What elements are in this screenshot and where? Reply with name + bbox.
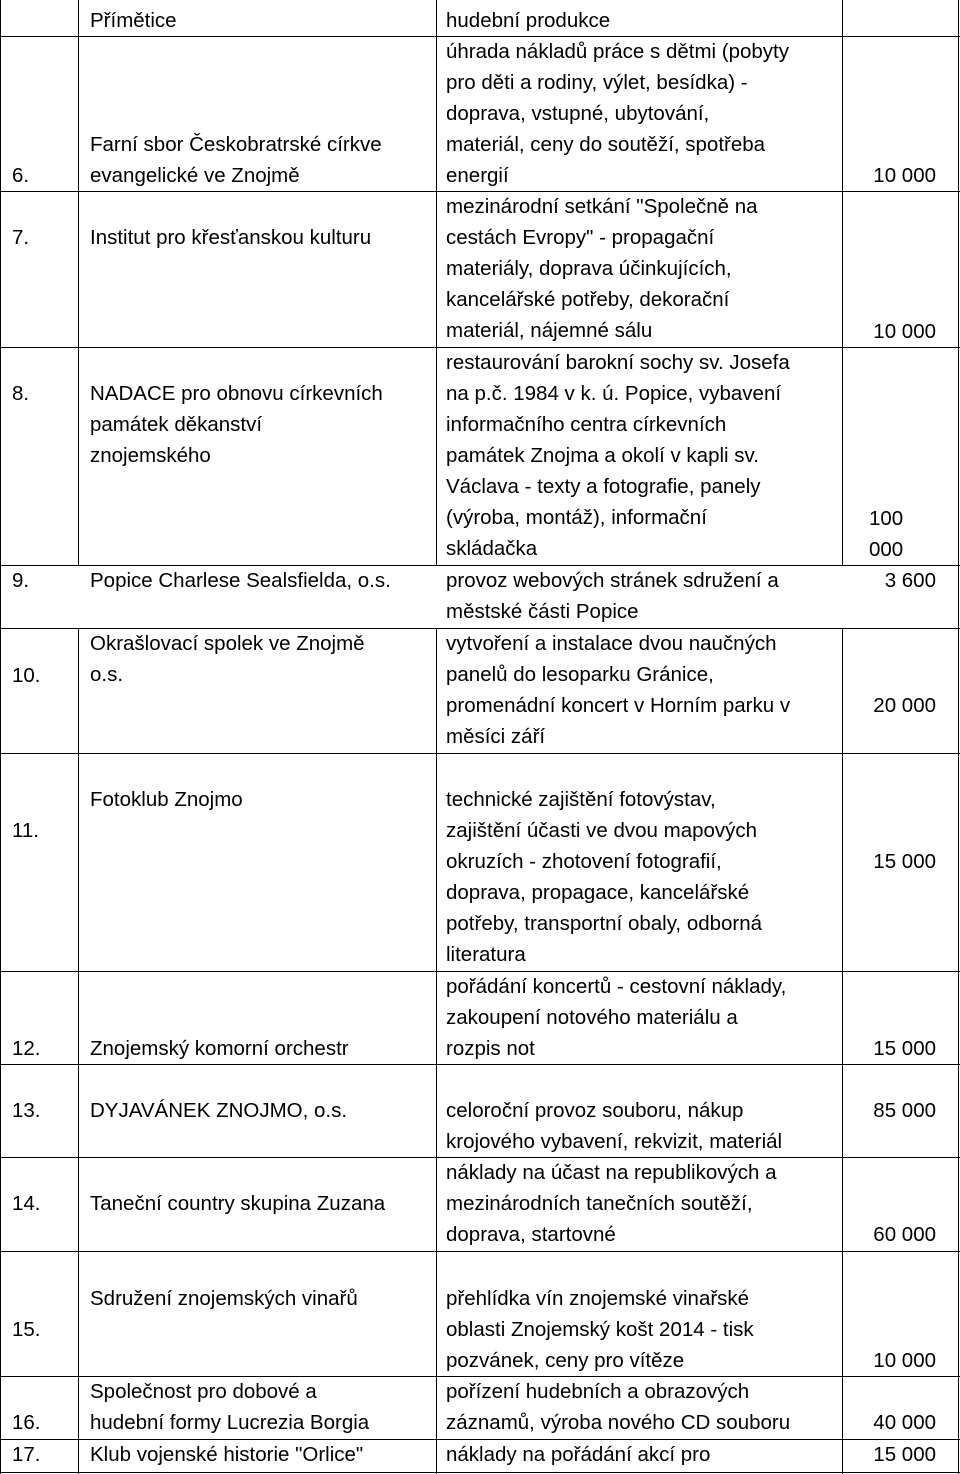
organization-name: hudební formy Lucrezia Borgia <box>90 1411 370 1434</box>
grant-purpose: skládačka <box>446 537 538 560</box>
table-border <box>0 1439 960 1440</box>
grant-purpose: panelů do lesoparku Gránice, <box>446 663 714 686</box>
organization-name: Fotoklub Znojmo <box>90 788 243 811</box>
grant-purpose: mezinárodních tanečních soutěží, <box>446 1192 753 1215</box>
grant-purpose: měsíci září <box>446 725 546 748</box>
grant-purpose: celoroční provoz souboru, nákup <box>446 1099 744 1122</box>
table-border <box>958 0 959 1474</box>
grant-amount: 60 000 <box>873 1223 936 1246</box>
table-border <box>0 191 960 192</box>
table-border <box>0 36 960 37</box>
row-number: 14. <box>12 1192 41 1215</box>
grant-amount: 10 000 <box>873 320 936 343</box>
grant-purpose: mezinárodní setkání "Společně na <box>446 195 758 218</box>
organization-name: Znojemský komorní orchestr <box>90 1037 349 1060</box>
grant-amount: 10 000 <box>873 164 936 187</box>
grant-purpose: městské části Popice <box>446 600 639 623</box>
grant-purpose: pořádání koncertů - cestovní náklady, <box>446 975 787 998</box>
grant-purpose: pozvánek, ceny pro vítěze <box>446 1349 685 1372</box>
grant-purpose: oblasti Znojemský košt 2014 - tisk <box>446 1318 754 1341</box>
organization-name: o.s. <box>90 663 124 686</box>
organization-name: památek děkanství <box>90 413 263 436</box>
row-number: 7. <box>12 226 30 249</box>
table-border <box>0 565 960 566</box>
organization-name: Sdružení znojemských vinařů <box>90 1287 358 1310</box>
table-border <box>436 0 437 565</box>
grant-purpose: doprava, propagace, kancelářské <box>446 881 750 904</box>
organization-name: Popice Charlese Sealsfielda, o.s. <box>90 569 391 592</box>
organization-name: Farní sbor Českobratrské církve <box>90 133 382 156</box>
grant-purpose: památek Znojma a okolí v kapli sv. <box>446 444 759 467</box>
organization-name: DYJAVÁNEK ZNOJMO, o.s. <box>90 1099 348 1122</box>
table-border <box>0 1376 960 1377</box>
grant-purpose: promenádní koncert v Horním parku v <box>446 694 791 717</box>
grant-purpose: vytvoření a instalace dvou naučných <box>446 632 777 655</box>
grant-purpose: na p.č. 1984 v k. ú. Popice, vybavení <box>446 382 782 405</box>
grant-amount: 10 000 <box>873 1349 936 1372</box>
row-number: 12. <box>12 1037 41 1060</box>
grant-purpose: náklady na pořádání akcí pro <box>446 1443 711 1466</box>
row-number: 16. <box>12 1411 41 1434</box>
table-border <box>78 628 79 1474</box>
grant-purpose: restaurování barokní sochy sv. Josefa <box>446 351 790 374</box>
organization-name: evangelické ve Znojmě <box>90 164 300 187</box>
organization-name: Okrašlovací spolek ve Znojmě <box>90 632 365 655</box>
grant-purpose: okruzích - zhotovení fotografií, <box>446 850 722 873</box>
grant-purpose: Václava - texty a fotografie, panely <box>446 475 761 498</box>
grant-purpose: materiál, ceny do soutěží, spotřeba <box>446 133 766 156</box>
row-number: 13. <box>12 1099 41 1122</box>
grant-purpose: zakoupení notového materiálu a <box>446 1006 738 1029</box>
row-number: 8. <box>12 382 30 405</box>
table-border <box>0 1251 960 1252</box>
grant-purpose: přehlídka vín znojemské vinařské <box>446 1287 750 1310</box>
grant-purpose: hudební produkce <box>446 9 611 32</box>
grant-amount: 000 <box>869 538 904 561</box>
grant-purpose: materiál, nájemné sálu <box>446 319 653 342</box>
table-border <box>0 347 960 348</box>
row-number: 17. <box>12 1443 41 1466</box>
grant-purpose: kancelářské potřeby, dekorační <box>446 288 730 311</box>
row-number: 10. <box>12 664 41 687</box>
organization-name: Taneční country skupina Zuzana <box>90 1192 386 1215</box>
grant-purpose: pořízení hudebních a obrazových <box>446 1380 750 1403</box>
table-border <box>78 0 79 565</box>
grant-purpose: informačního centra církevních <box>446 413 727 436</box>
table-border <box>0 753 960 754</box>
grant-purpose: doprava, vstupné, ubytování, <box>446 102 710 125</box>
table-border <box>0 628 960 629</box>
grant-purpose: pro děti a rodiny, výlet, besídka) - <box>446 71 748 94</box>
grant-purpose: technické zajištění fotovýstav, <box>446 788 716 811</box>
table-border <box>842 0 843 565</box>
grant-purpose: zajištění účasti ve dvou mapových <box>446 819 758 842</box>
organization-name: Institut pro křesťanskou kulturu <box>90 226 372 249</box>
grant-purpose: úhrada nákladů práce s dětmi (pobyty <box>446 40 790 63</box>
organization-name: Společnost pro dobové a <box>90 1380 317 1403</box>
grant-purpose: záznamů, výroba nového CD souboru <box>446 1411 791 1434</box>
table-border <box>0 1472 960 1473</box>
grant-purpose: náklady na účast na republikových a <box>446 1161 777 1184</box>
table-border <box>0 971 960 972</box>
grant-purpose: cestách Evropy" - propagační <box>446 226 715 249</box>
organization-name: Klub vojenské historie "Orlice" <box>90 1443 364 1466</box>
row-number: 9. <box>12 569 30 592</box>
table-border <box>0 1157 960 1158</box>
row-number: 15. <box>12 1318 41 1341</box>
grant-purpose: provoz webových stránek sdružení a <box>446 569 779 592</box>
grant-purpose: energií <box>446 164 509 187</box>
table-border <box>0 0 1 1474</box>
grant-purpose: literatura <box>446 943 526 966</box>
grant-purpose: potřeby, transportní obaly, odborná <box>446 912 763 935</box>
grant-amount: 15 000 <box>873 1443 936 1466</box>
grant-amount: 3 600 <box>884 569 936 592</box>
row-number: 6. <box>12 164 30 187</box>
grant-amount: 15 000 <box>873 1037 936 1060</box>
grant-amount: 15 000 <box>873 850 936 873</box>
grant-amount: 20 000 <box>873 694 936 717</box>
table-border <box>842 628 843 1474</box>
grant-purpose: rozpis not <box>446 1037 535 1060</box>
organization-name: Přímětice <box>90 9 177 32</box>
grant-amount: 100 <box>869 507 904 530</box>
grant-purpose: (výroba, montáž), informační <box>446 506 707 529</box>
row-number: 11. <box>12 819 39 842</box>
grant-purpose: materiály, doprava účinkujících, <box>446 257 732 280</box>
table-border <box>436 628 437 1474</box>
organization-name: znojemského <box>90 444 211 467</box>
organization-name: NADACE pro obnovu církevních <box>90 382 383 405</box>
grant-purpose: doprava, startovné <box>446 1223 616 1246</box>
table-border <box>0 1064 960 1065</box>
grant-purpose: krojového vybavení, rekvizit, materiál <box>446 1130 783 1153</box>
grant-amount: 40 000 <box>873 1411 936 1434</box>
grant-amount: 85 000 <box>873 1099 936 1122</box>
